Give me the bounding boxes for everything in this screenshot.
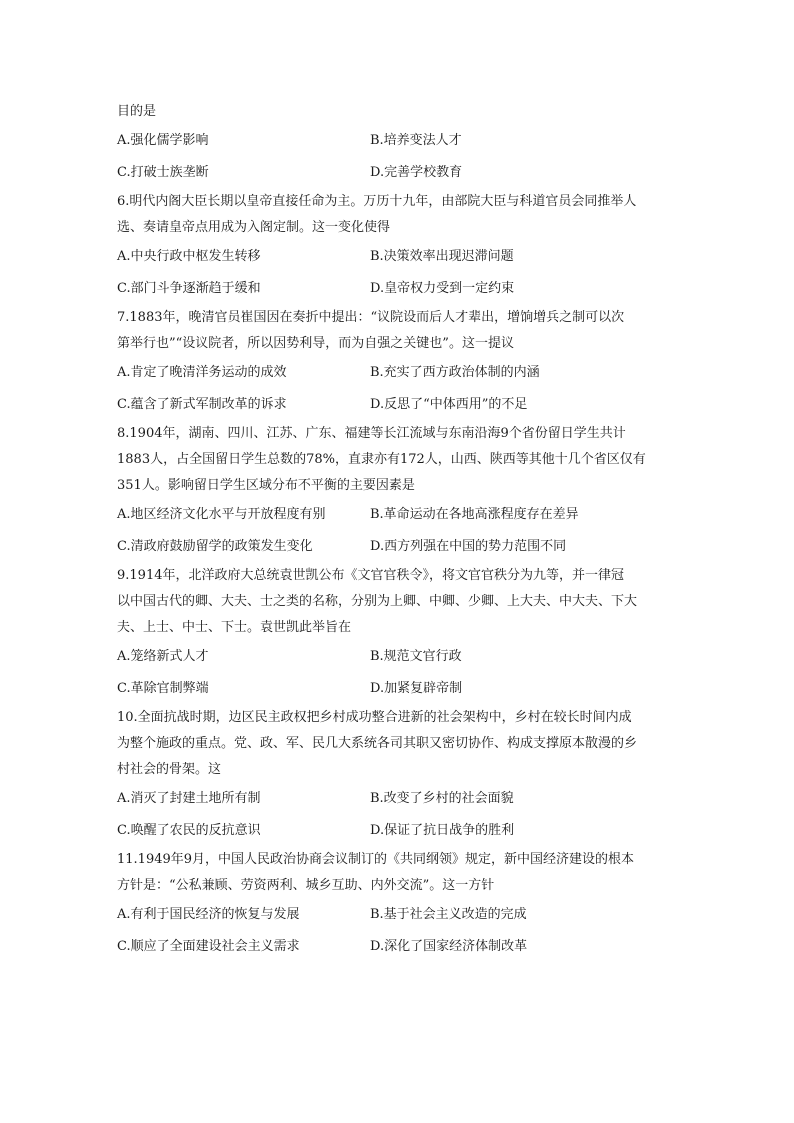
question-stem-line: 为整个施政的重点。党、政、军、民几大系统各司其职又密切协作、构成支撑原本散漫的乡 <box>117 736 638 751</box>
option-c: C.打破士族垄断 <box>117 165 209 180</box>
option-c: C.革除官制弊端 <box>117 681 209 696</box>
question-stem-line: 目的是 <box>117 104 157 119</box>
question-stem-line: 7.1883年，晚清官员崔国因在奏折中提出：“议院设而后人才辈出，增饷增兵之制可以次 <box>117 310 625 325</box>
question-5 <box>117 99 677 189</box>
option-b: B.基于社会主义改造的完成 <box>370 907 527 922</box>
option-a: A.笼络新式人才 <box>117 649 209 664</box>
question-stem-line: 6.明代内阁大臣长期以皇帝直接任命为主。万历十九年，由部院大臣与科道官员会同推举人 <box>117 194 637 209</box>
exam-page <box>117 99 677 963</box>
option-a: A.有利于国民经济的恢复与发展 <box>117 907 300 922</box>
question-7 <box>117 305 677 421</box>
option-d: D.皇帝权力受到一定约束 <box>370 281 515 296</box>
options-row <box>117 931 677 963</box>
options-row <box>117 499 677 531</box>
question-8 <box>117 421 677 563</box>
options-row <box>117 273 677 305</box>
option-b: B.充实了西方政治体制的内涵 <box>370 365 540 380</box>
question-stem-line: 11.1949年9月，中国人民政治协商会议制订的《共同纲领》规定，新中国经济建设的根本 <box>117 852 635 867</box>
option-c: C.清政府鼓励留学的政策发生变化 <box>117 539 313 554</box>
option-b: B.决策效率出现迟滞问题 <box>370 249 514 264</box>
options-row <box>117 241 677 273</box>
option-d: D.保证了抗日战争的胜利 <box>370 823 515 838</box>
option-a: A.强化儒学影响 <box>117 133 209 148</box>
question-10 <box>117 705 677 847</box>
option-d: D.反思了“中体西用”的不足 <box>370 397 528 412</box>
option-b: B.规范文官行政 <box>370 649 462 664</box>
question-stem-line: 夫、上士、中士、下士。袁世凯此举旨在 <box>117 620 352 635</box>
option-b: B.培养变法人才 <box>370 133 462 148</box>
question-stem-line: 第举行也”“设议院者，所以因势利导，而为自强之关键也”。这一提议 <box>117 336 514 351</box>
options-row <box>117 815 677 847</box>
question-stem-line: 以中国古代的卿、大夫、士之类的名称，分别为上卿、中卿、少卿、上大夫、中大夫、下大 <box>117 594 638 609</box>
option-a: A.地区经济文化水平与开放程度有别 <box>117 507 326 522</box>
options-row <box>117 357 677 389</box>
options-row <box>117 673 677 705</box>
question-stem-line: 8.1904年，湖南、四川、江苏、广东、福建等长江流域与东南沿海9个省份留日学生共计 <box>117 426 626 441</box>
question-6 <box>117 189 677 305</box>
option-d: D.西方列强在中国的势力范围不同 <box>370 539 567 554</box>
options-row <box>117 389 677 421</box>
question-9 <box>117 563 677 705</box>
question-11 <box>117 847 677 963</box>
options-row <box>117 157 677 189</box>
options-row <box>117 783 677 815</box>
options-row <box>117 125 677 157</box>
question-stem-line: 9.1914年，北洋政府大总统袁世凯公布《文官官秩令》，将文官官秩分为九等，并一律冠 <box>117 568 624 583</box>
question-stem-line: 选、奏请皇帝点用成为入阁定制。这一变化使得 <box>117 220 391 235</box>
question-stem-line: 351人。影响留日学生区域分布不平衡的主要因素是 <box>117 478 415 493</box>
options-row <box>117 641 677 673</box>
option-c: C.唤醒了农民的反抗意识 <box>117 823 261 838</box>
option-d: D.完善学校教育 <box>370 165 463 180</box>
question-stem-line: 10.全面抗战时期，边区民主政权把乡村成功整合进新的社会架构中，乡村在较长时间内成 <box>117 710 632 725</box>
option-d: D.加紧复辟帝制 <box>370 681 463 696</box>
option-a: A.肯定了晚清洋务运动的成效 <box>117 365 287 380</box>
question-stem-line: 村社会的骨架。这 <box>117 762 222 777</box>
options-row <box>117 899 677 931</box>
option-a: A.消灭了封建土地所有制 <box>117 791 261 806</box>
option-a: A.中央行政中枢发生转移 <box>117 249 261 264</box>
option-b: B.革命运动在各地高涨程度存在差异 <box>370 507 579 522</box>
option-b: B.改变了乡村的社会面貌 <box>370 791 514 806</box>
option-d: D.深化了国家经济体制改革 <box>370 939 528 954</box>
option-c: C.部门斗争逐渐趋于缓和 <box>117 281 261 296</box>
option-c: C.顺应了全面建设社会主义需求 <box>117 939 300 954</box>
option-c: C.蕴含了新式军制改革的诉求 <box>117 397 287 412</box>
question-stem-line: 1883人，占全国留日学生总数的78%，直隶亦有172人，山西、陕西等其他十几个省区仅有 <box>117 452 646 467</box>
options-row <box>117 531 677 563</box>
question-stem-line: 方针是：“公私兼顾、劳资两利、城乡互助、内外交流”。这一方针 <box>117 878 495 893</box>
